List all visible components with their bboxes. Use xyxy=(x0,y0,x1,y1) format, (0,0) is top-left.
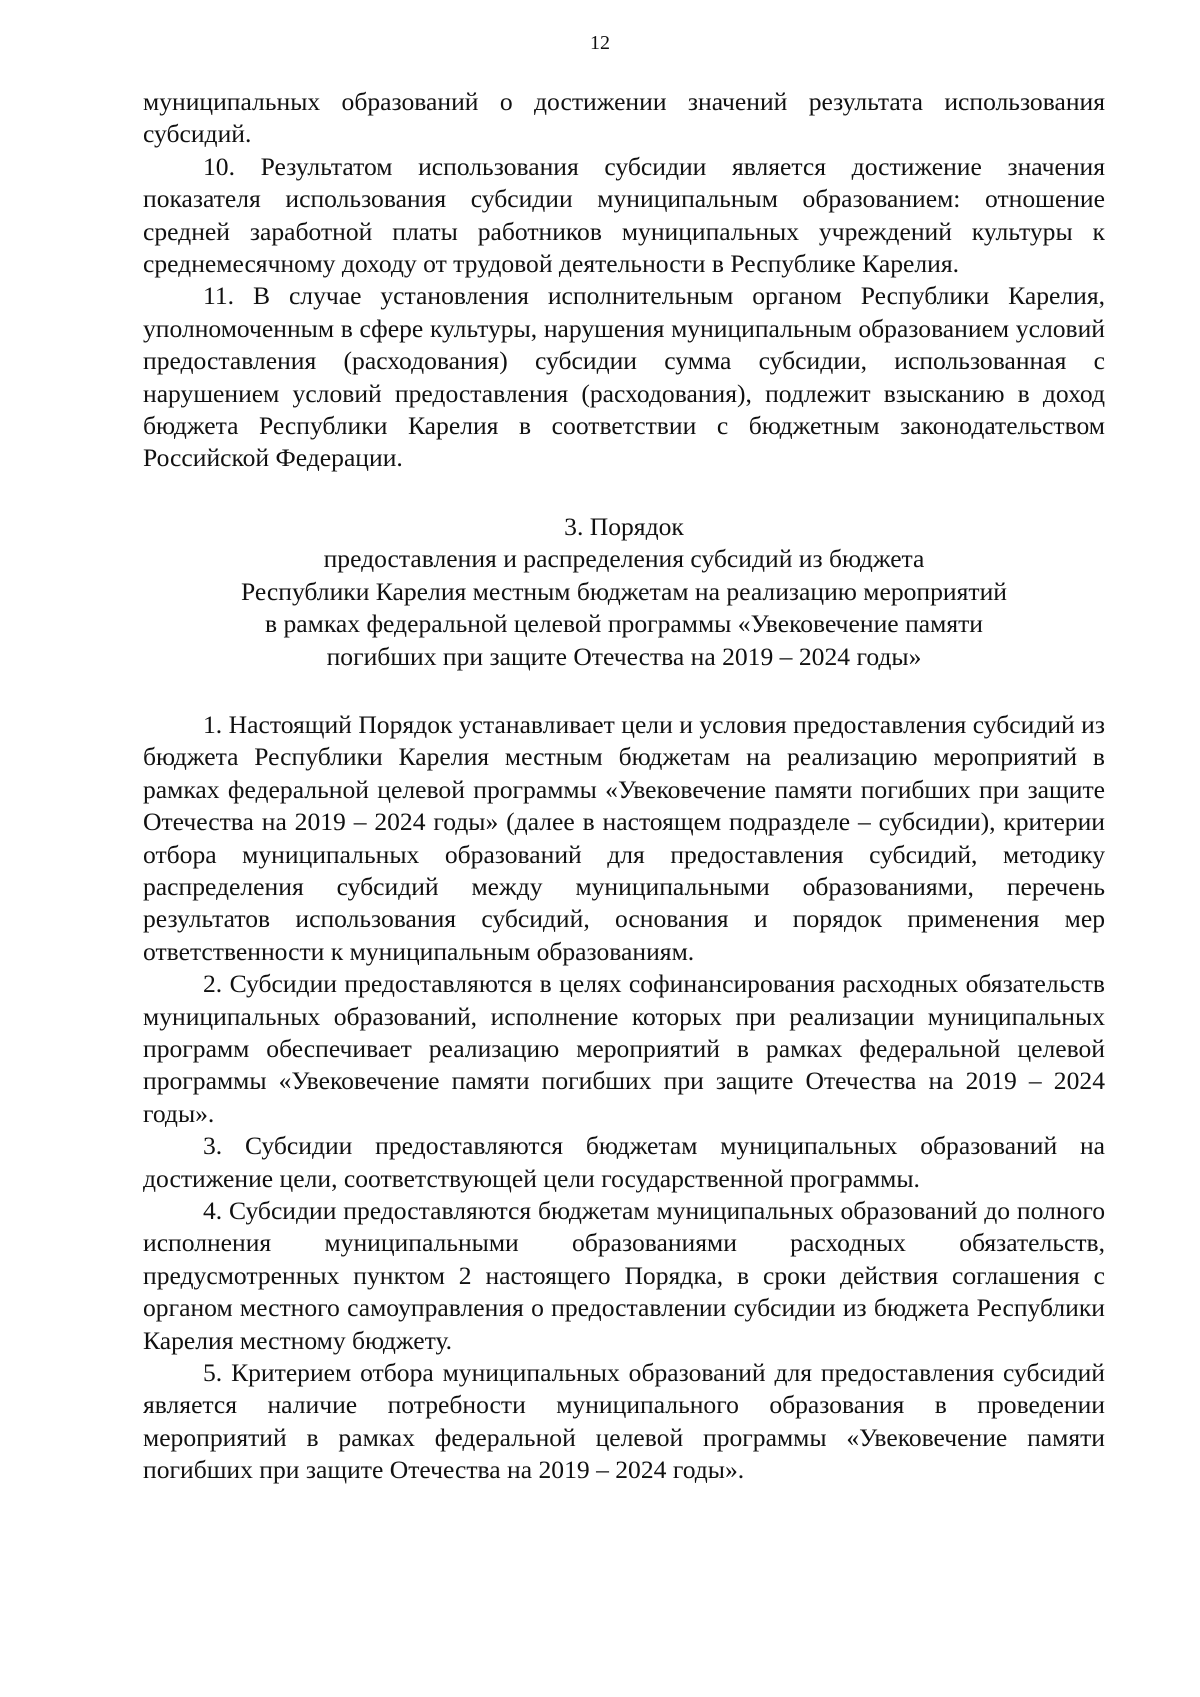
section-heading-line: предоставления и распределения субсидий из бюджета xyxy=(323,544,925,574)
section-heading-line: в рамках федеральной целевой программы «Увековечение памяти xyxy=(265,609,983,639)
paragraph-11: 11. В случае установления исполнительным органом Республики Карелия, уполномоченным в сфере культуры, нарушения муниципальным образованием условий предоставления (расходования) субсидии сумма субсидии, использованная с нарушением условий предоставления (расходования), подлежит взысканию в доход бюджета Республики Карелия в соответствии с бюджетным законодательством Российской Федерации. xyxy=(143,281,1105,473)
paragraph-5: 5. Критерием отбора муниципальных образований для предоставления субсидий является наличие потребности муниципального образования в проведении мероприятий в рамках федеральной целевой программы «Увековечение памяти погибших при защите Отечества на 2019 – 2024 годы». xyxy=(143,1358,1105,1485)
section-heading-line: погибших при защите Отечества на 2019 – 2024 годы» xyxy=(326,641,922,671)
paragraph-10: 10. Результатом использования субсидии является достижение значения показателя использования субсидии муниципальным образованием: отношение средней заработной платы работников муниципальных учреждений культуры к среднемесячному доходу от трудовой деятельности в Республике Карелия. xyxy=(143,151,1105,279)
section-heading xyxy=(143,511,1105,673)
paragraph-3: 3. Субсидии предоставляются бюджетам муниципальных образований на достижение цели, соответствующей цели государственной программы. xyxy=(143,1131,1105,1193)
page-number: 12 xyxy=(590,32,610,54)
document-body xyxy=(143,86,1105,1487)
paragraph-2: 2. Субсидии предоставляются в целях софинансирования расходных обязательств муниципальных образований, исполнение которых при реализации муниципальных программ обеспечивает реализацию мероприятий в рамках федеральной целевой программы «Увековечение памяти погибших при защите Отечества на 2019 – 2024 годы». xyxy=(143,969,1105,1128)
section-heading-line: Республики Карелия местным бюджетам на реализацию мероприятий xyxy=(241,576,1007,606)
paragraph-4: 4. Субсидии предоставляются бюджетам муниципальных образований до полного исполнения муниципальными образованиями расходных обязательств, предусмотренных пунктом 2 настоящего Порядка, в сроки действия соглашения с органом местного самоуправления о предоставлении субсидии из бюджета Республики Карелия местному бюджету. xyxy=(143,1196,1105,1355)
section-heading-number: 3. Порядок xyxy=(564,511,684,541)
paragraph-1: 1. Настоящий Порядок устанавливает цели и условия предоставления субсидий из бюджета Республики Карелия местным бюджетам на реализацию мероприятий в рамках федеральной целевой программы «Увековечение памяти погибших при защите Отечества на 2019 – 2024 годы» (далее в настоящем подразделе – субсидии), критерии отбора муниципальных образований для предоставления субсидий, методику распределения субсидий между муниципальными образованиями, перечень результатов использования субсидий, основания и порядок применения мер ответственности к муниципальным образованиям. xyxy=(143,709,1105,966)
paragraph-continuation: муниципальных образований о достижении значений результата использования субсидий. xyxy=(143,87,1105,149)
